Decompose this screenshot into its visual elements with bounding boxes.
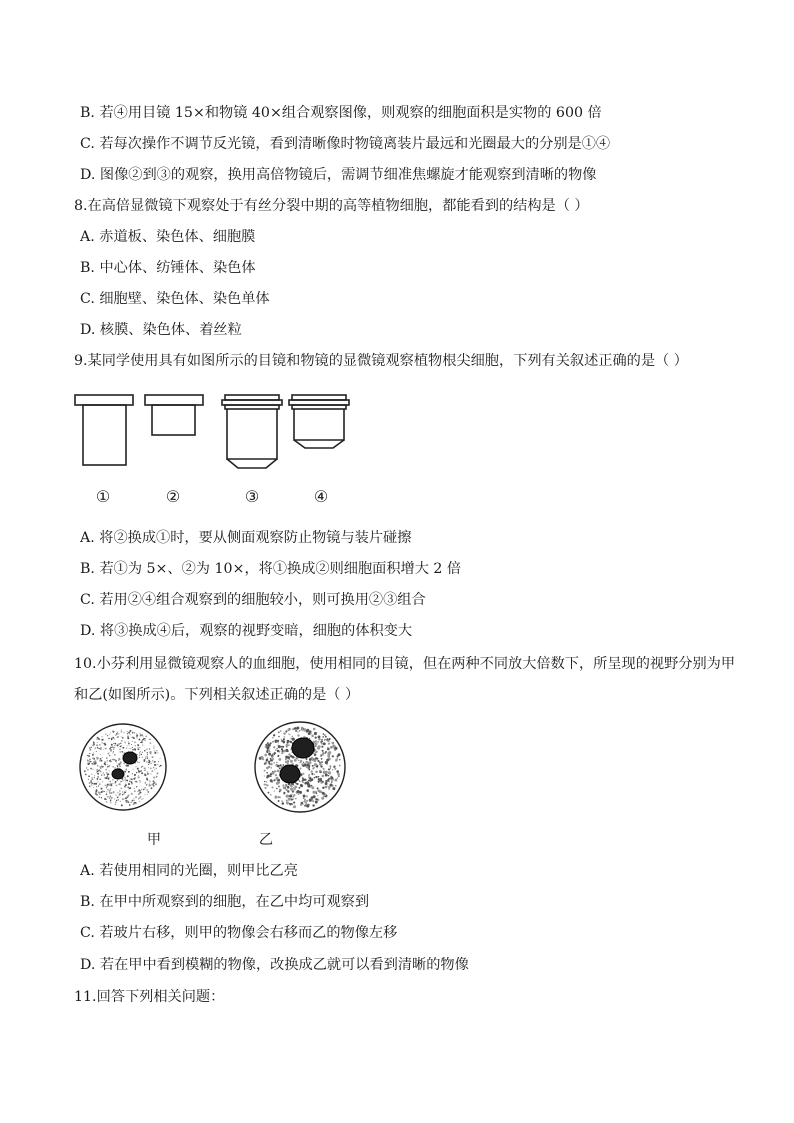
white-cell-nucleus [280,765,300,783]
field-of-view-yi [253,720,347,814]
q7-option-c: C. 若每次操作不调节反光镜，看到清晰像时物镜离装片最远和光圈最大的分别是①④ [80,136,611,152]
lens-label-2: ② [165,487,181,506]
lens-label-4: ④ [313,487,329,506]
q8-option-b: B. 中心体、纺锤体、染色体 [80,260,256,276]
white-cell-nucleus [112,769,124,779]
q8-option-d: D. 核膜、染色体、着丝粒 [80,322,242,338]
white-cell-nucleus [123,752,137,764]
q9-option-b: B. 若①为 5×、②为 10×，将①换成②则细胞面积增大 2 倍 [80,561,462,577]
q10-option-b: B. 在甲中所观察到的细胞，在乙中均可观察到 [80,894,370,910]
field-boundary [80,724,166,810]
field-of-view-jia [78,722,168,812]
q10-stem-line2: 和乙(如图所示)。下列相关叙述正确的是（ ） [74,687,360,703]
q8-option-c: C. 细胞壁、染色体、染色单体 [80,291,270,307]
objective-3-icon [222,395,282,468]
q7-option-d: D. 图像②到③的观察，换用高倍物镜后，需调节细准焦螺旋才能观察到清晰的物像 [80,167,597,183]
q10-option-d: D. 若在甲中看到模糊的物像，改换成乙就可以看到清晰的物像 [80,957,469,973]
q10-option-c: C. 若玻片右移，则甲的物像会右移而乙的物像左移 [80,925,398,941]
q8-stem: 8.在高倍显微镜下观察处于有丝分裂中期的高等植物细胞，都能看到的结构是（ ） [74,198,589,214]
eyepiece-1-icon [75,395,133,465]
objective-4-icon [289,395,349,448]
fov-caption-jia: 甲 [146,832,162,848]
lens-label-3: ③ [244,487,260,506]
fov-caption-yi: 乙 [258,832,274,848]
white-cell-nucleus [292,738,314,758]
eyepiece-2-icon [145,395,203,435]
q9-option-d: D. 将③换成④后，观察的视野变暗，细胞的体积变大 [80,623,413,639]
q9-option-a: A. 将②换成①时，要从侧面观察防止物镜与装片碰擦 [80,530,412,546]
q8-option-a: A. 赤道板、染色体、细胞膜 [80,229,256,245]
lens-figure [70,390,360,480]
q10-option-a: A. 若使用相同的光圈，则甲比乙亮 [80,863,298,879]
q9-stem: 9.某同学使用具有如图所示的目镜和物镜的显微镜观察植物根尖细胞，下列有关叙述正确的是（ ） [74,353,688,369]
q7-option-b: B. 若④用目镜 15×和物镜 40×组合观察图像，则观察的细胞面积是实物的 600 倍 [80,105,602,121]
lens-label-1: ① [95,487,111,506]
q10-stem-line1: 10.小芬利用显微镜观察人的血细胞，使用相同的目镜，但在两种不同放大倍数下，所呈现的视野分别为甲 [74,656,736,672]
q9-option-c: C. 若用②④组合观察到的细胞较小，则可换用②③组合 [80,592,426,608]
q11-stem: 11.回答下列相关问题： [74,989,225,1005]
